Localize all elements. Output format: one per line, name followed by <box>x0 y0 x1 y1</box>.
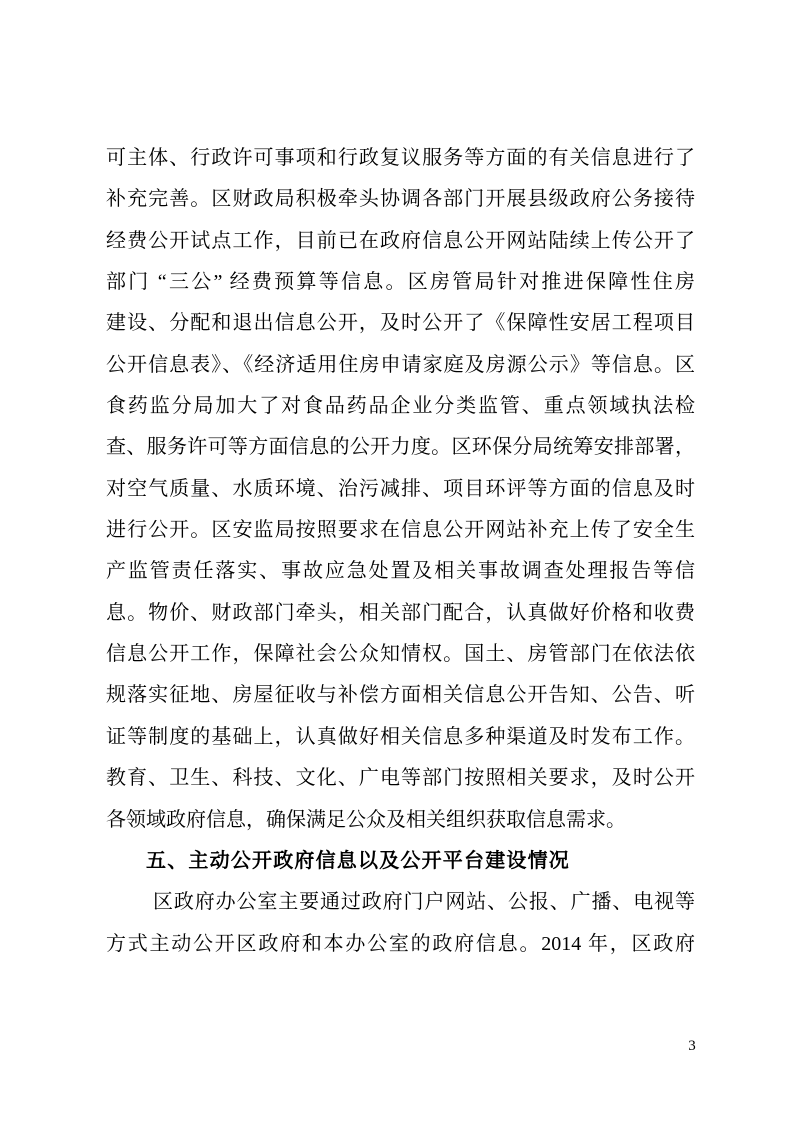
document-line: 查、服务许可等方面信息的公开力度。区环保分局统筹安排部署， <box>106 436 695 459</box>
document-line: 补充完善。区财政局积极牵头协调各部门开展县级政府公务接待 <box>106 188 695 211</box>
document-line: 方式主动公开区政府和本办公室的政府信息。2014 年，区政府 <box>106 932 695 955</box>
document-line: 息。物价、财政部门牵头，相关部门配合，认真做好价格和收费 <box>106 601 695 624</box>
document-line: 各领域政府信息，确保满足公众及相关组织获取信息需求。 <box>106 808 626 831</box>
document-line: 进行公开。区安监局按照要求在信息公开网站补充上传了安全生 <box>106 519 695 542</box>
document-line: 可主体、行政许可事项和行政复议服务等方面的有关信息进行了 <box>106 147 695 169</box>
document-body <box>106 138 695 965</box>
page-number: 3 <box>688 1038 696 1054</box>
document-line: 公开信息表》、《经济适用住房申请家庭及房源公示》等信息。区 <box>106 353 695 376</box>
section-heading: 五、主动公开政府信息以及公开平台建设情况 <box>146 849 570 872</box>
document-line: 区政府办公室主要通过政府门户网站、公报、广播、电视等 <box>153 891 695 914</box>
document-line: 规落实征地、房屋征收与补偿方面相关信息公开告知、公告、听 <box>106 684 695 707</box>
document-line: 证等制度的基础上，认真做好相关信息多种渠道及时发布工作。 <box>106 725 695 748</box>
document-line: 对空气质量、水质环境、治污减排、项目环评等方面的信息及时 <box>106 477 695 500</box>
document-line: 建设、分配和退出信息公开，及时公开了《保障性安居工程项目 <box>106 312 695 335</box>
document-line: 部门 “三公” 经费预算等信息。区房管局针对推进保障性住房 <box>106 271 695 294</box>
document-line: 教育、卫生、科技、文化、广电等部门按照相关要求，及时公开 <box>106 767 695 790</box>
document-line: 经费公开试点工作，目前已在政府信息公开网站陆续上传公开了 <box>106 229 695 252</box>
document-line: 食药监分局加大了对食品药品企业分类监管、重点领域执法检 <box>106 395 695 418</box>
document-line: 产监管责任落实、事故应急处置及相关事故调查处理报告等信 <box>106 560 695 583</box>
document-line: 信息公开工作，保障社会公众知情权。国土、房管部门在依法依 <box>106 643 695 666</box>
